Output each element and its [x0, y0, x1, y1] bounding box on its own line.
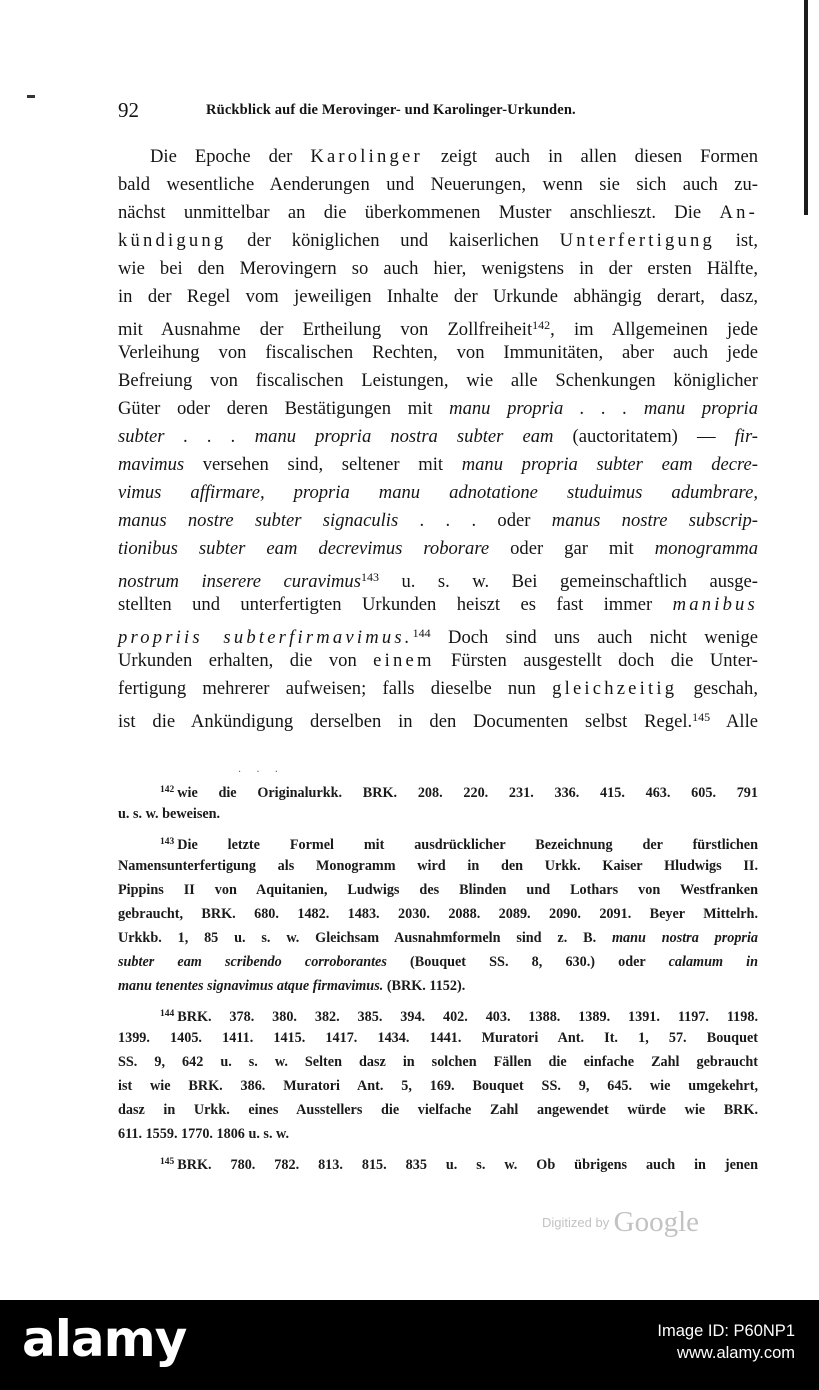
- latin-formula: manu propria subter eam decre-: [461, 454, 758, 475]
- text-run: u. s. w. Bei gemeinschaftlich ausge-: [378, 571, 758, 592]
- text-run: Urkkb. 1, 85 u. s. w. Gleichsam Ausnahmformeln sind z. B.: [118, 930, 612, 946]
- text-run: SS. 9, 642 u. s. w. Selten dasz in solchen Fällen die einfache Zahl gebraucht: [118, 1054, 758, 1070]
- footnote-143-line-1: [118, 832, 758, 855]
- footnote-ref-142: 142: [532, 318, 551, 332]
- page-edge-shadow: [804, 0, 808, 215]
- body-line-17: [118, 592, 758, 618]
- text-run: Verleihung von fiscalischen Rechten, von Immunitäten, aber auch jede: [118, 342, 758, 363]
- digitized-by-google-watermark: [542, 1206, 699, 1239]
- latin-formula: calamum in: [668, 954, 758, 970]
- body-line-14: [118, 508, 758, 534]
- latin-formula: subter . . . manu propria nostra subter eam: [118, 426, 554, 447]
- text-run: der königlichen und kaiserlichen: [226, 230, 560, 251]
- spaced-term: An-: [719, 202, 758, 223]
- running-title: Rückblick auf die Merovinger- und Karolinger-Urkunden.: [206, 102, 576, 118]
- text-run: . . . oder: [398, 510, 552, 531]
- latin-formula: manu propria . . . manu propria: [449, 398, 758, 419]
- body-line-15: [118, 536, 758, 562]
- text-run: Die letzte Formel mit ausdrücklicher Bezeichnung der fürstlichen: [177, 837, 758, 853]
- latin-formula: subter eam scribendo corroborantes: [118, 954, 387, 970]
- body-line-10: [118, 396, 758, 422]
- body-line-18: [118, 620, 758, 651]
- latin-formula: manus nostre subscrip-: [551, 510, 758, 531]
- body-line-12: [118, 452, 758, 478]
- body-line-3: [118, 200, 758, 226]
- footnote-143-line-4: [118, 904, 758, 924]
- text-run: BRK. 378. 380. 382. 385. 394. 402. 403. 1388. 1389. 1391. 1197. 1198.: [177, 1009, 758, 1025]
- text-run: versehen sind, seltener mit: [184, 454, 462, 475]
- footnote-number: 144: [160, 1009, 175, 1019]
- latin-formula: manibus: [672, 594, 758, 615]
- footnote-number: 142: [160, 785, 175, 795]
- text-run: Pippins II von Aquitanien, Ludwigs des Blinden und Lothars von Westfranken: [118, 882, 758, 898]
- body-line-13: [118, 480, 758, 506]
- spaced-term: Karolinger: [310, 146, 423, 167]
- scan-specks: . . .: [238, 764, 284, 775]
- text-run: (BRK. 1152).: [383, 978, 466, 994]
- body-line-21: [118, 704, 758, 735]
- body-line-5: [118, 256, 758, 282]
- text-run: stellten und unterfertigten Urkunden heiszt es fast immer: [118, 594, 673, 615]
- body-line-20: [118, 676, 758, 702]
- text-run: Namensunterfertigung als Monogramm wird in den Urkk. Kaiser Hludwigs II.: [118, 858, 758, 874]
- footnote-ref-143: 143: [360, 570, 379, 584]
- body-line-4: [118, 228, 758, 254]
- spaced-term: kündigung: [118, 230, 227, 251]
- footnote-143-line-6: [118, 952, 758, 972]
- body-line-8: [118, 340, 758, 366]
- image-id: Image ID: P60NP1: [657, 1322, 795, 1340]
- text-run: Fürsten ausgestellt doch die Unter-: [434, 650, 758, 671]
- text-run: bald wesentliche Aenderungen und Neuerungen, wenn sie sich auch zu-: [118, 174, 758, 195]
- margin-speck: [27, 95, 35, 98]
- text-run: fertigung mehrerer aufweisen; falls dieselbe nun: [118, 678, 553, 699]
- spaced-term: gleichzeitig: [552, 678, 678, 699]
- alamy-logo: alamy: [22, 1310, 187, 1368]
- footnote-142-line-1: [118, 780, 758, 803]
- text-run: zeigt auch in allen diesen Formen: [422, 146, 758, 167]
- text-run: u. s. w. beweisen.: [118, 806, 221, 822]
- latin-formula: nostrum inserere curavimus: [118, 571, 361, 592]
- text-run: wie bei den Merovingern so auch hier, wenigstens in der ersten Hälfte,: [118, 258, 758, 279]
- text-run: (auctoritatem) —: [553, 426, 735, 447]
- body-line-7: [118, 312, 758, 343]
- text-run: 1399. 1405. 1411. 1415. 1417. 1434. 1441. Muratori Ant. It. 1, 57. Bouquet: [118, 1030, 758, 1046]
- text-run: , im Allgemeinen jede: [550, 319, 759, 340]
- spaced-term: Unterfertigung: [559, 230, 715, 251]
- text-run: geschah,: [677, 678, 758, 699]
- text-run: dasz in Urkk. eines Ausstellers die vielfache Zahl angewendet würde wie BRK.: [118, 1102, 758, 1118]
- text-run: oder gar mit: [489, 538, 655, 559]
- footnote-144-line-6: [118, 1124, 758, 1144]
- text-run: mit Ausnahme der Ertheilung von Zollfreiheit: [118, 319, 533, 340]
- text-run: Urkunden erhalten, die von: [118, 650, 374, 671]
- text-run: (Bouquet SS. 8, 630.) oder: [386, 954, 669, 970]
- footnote-144-line-3: [118, 1052, 758, 1072]
- text-run: in der Regel vom jeweiligen Inhalte der Urkunde abhängig derart, dasz,: [118, 286, 758, 307]
- body-line-19: [118, 648, 758, 674]
- page-number: 92: [118, 98, 139, 122]
- text-run: Doch sind uns auch nicht wenige: [430, 627, 758, 648]
- footnote-144-line-1: [118, 1004, 758, 1027]
- body-line-9: [118, 368, 758, 394]
- watermark-small-text: Digitized by: [542, 1215, 610, 1230]
- latin-formula: vimus affirmare, propria manu adnotatione studuimus adumbrare,: [118, 482, 758, 503]
- footnote-143-line-5: [118, 928, 758, 948]
- latin-formula: propriis subterfirmavimus.: [118, 627, 413, 648]
- latin-formula: mavimus: [118, 454, 185, 475]
- text-run: wie die Originalurkk. BRK. 208. 220. 231. 336. 415. 463. 605. 791: [177, 785, 758, 801]
- text-run: Die Epoche der: [150, 146, 311, 167]
- text-run: ist die Ankündigung derselben in den Documenten selbst Regel.: [118, 711, 693, 732]
- watermark-google-text: Google: [613, 1206, 700, 1238]
- text-run: nächst unmittelbar an die überkommenen Muster anschlieszt. Die: [118, 202, 720, 223]
- body-line-1: [118, 144, 758, 170]
- footnote-144-line-5: [118, 1100, 758, 1120]
- footnote-145-line-1: [118, 1152, 758, 1175]
- text-run: Güter oder deren Bestätigungen mit: [118, 398, 450, 419]
- footnote-142-line-2: [118, 804, 758, 824]
- body-line-11: [118, 424, 758, 450]
- site-url: www.alamy.com: [677, 1344, 795, 1362]
- latin-formula: tionibus subter eam decrevimus roborare: [118, 538, 490, 559]
- latin-formula: manu nostra propria: [611, 930, 758, 946]
- footnote-143-line-2: [118, 856, 758, 876]
- latin-formula: fir-: [734, 426, 758, 447]
- body-line-16: [118, 564, 758, 595]
- latin-formula: manus nostre subter signaculis: [118, 510, 399, 531]
- spaced-term: einem: [373, 650, 435, 671]
- stock-photo-bar: [0, 1300, 819, 1390]
- footnote-143-line-3: [118, 880, 758, 900]
- text-run: Befreiung von fiscalischen Leistungen, wie alle Schenkungen königlicher: [118, 370, 758, 391]
- latin-formula: manu tenentes signavimus atque firmavimus.: [118, 978, 384, 994]
- text-run: BRK. 780. 782. 813. 815. 835 u. s. w. Ob übrigens auch in jenen: [177, 1157, 758, 1173]
- image-id-block: [657, 1320, 795, 1364]
- text-run: ist,: [714, 230, 758, 251]
- text-run: gebraucht, BRK. 680. 1482. 1483. 2030. 2088. 2089. 2090. 2091. Beyer Mittelrh.: [118, 906, 758, 922]
- footnote-144-line-2: [118, 1028, 758, 1048]
- footnote-ref-144: 144: [412, 626, 431, 640]
- text-run: 611. 1559. 1770. 1806 u. s. w.: [118, 1126, 290, 1142]
- latin-formula: monogramma: [654, 538, 758, 559]
- text-run: ist wie BRK. 386. Muratori Ant. 5, 169. Bouquet SS. 9, 645. wie umgekehrt,: [118, 1078, 758, 1094]
- footnote-ref-145: 145: [692, 710, 711, 724]
- body-line-2: [118, 172, 758, 198]
- footnote-143-line-7: [118, 976, 758, 996]
- footnote-144-line-4: [118, 1076, 758, 1096]
- page-header: [118, 98, 758, 132]
- footnote-number: 143: [160, 837, 175, 847]
- footnote-number: 145: [160, 1157, 175, 1167]
- body-line-6: [118, 284, 758, 310]
- text-run: Alle: [710, 711, 758, 732]
